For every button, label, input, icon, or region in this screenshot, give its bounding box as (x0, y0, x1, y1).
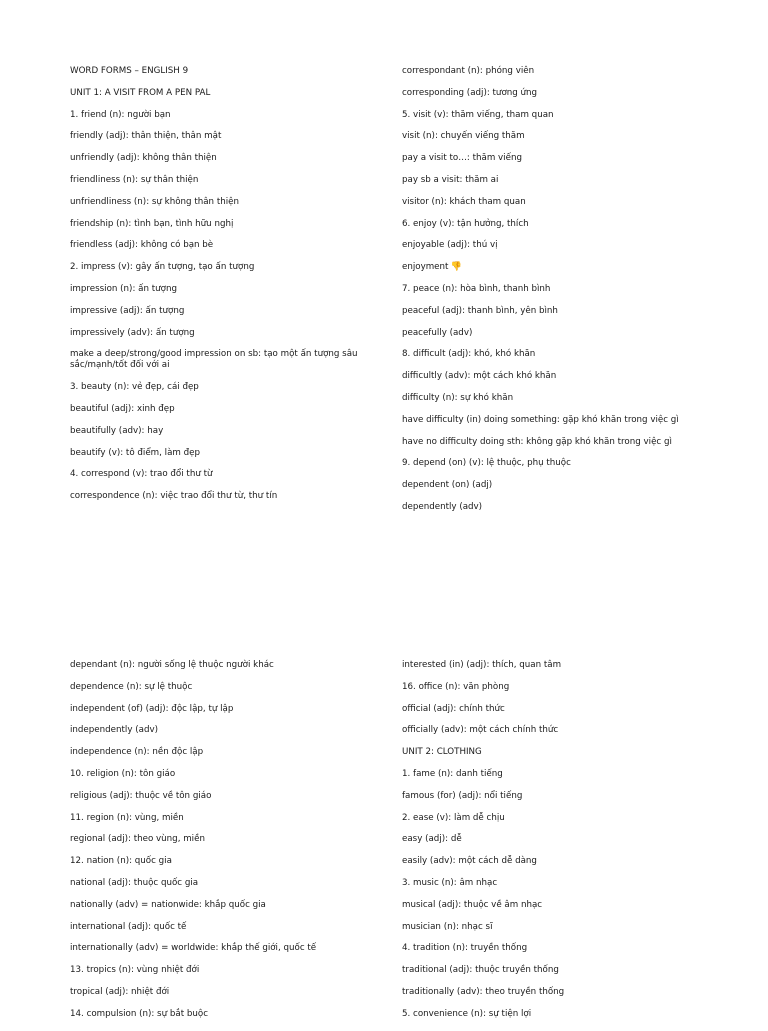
word-form-line: difficulty (n): sự khó khăn (402, 392, 514, 403)
word-form-line: 3. beauty (n): vẻ đẹp, cái đẹp (70, 382, 199, 393)
word-form-line: correspondant (n): phóng viên (402, 66, 535, 76)
word-form-line: visit (n): chuyến viếng thăm (402, 131, 525, 142)
word-form-line: official (adj): chính thức (402, 703, 505, 714)
word-form-line: peaceful (adj): thanh bình, yên bình (402, 305, 558, 316)
word-form-line: peacefully (adv) (402, 327, 473, 338)
word-form-line: musical (adj): thuộc về âm nhạc (402, 899, 543, 910)
word-form-line: religious (adj): thuộc về tôn giáo (70, 790, 212, 801)
word-form-line: 4. correspond (v): trao đổi thư từ (70, 469, 213, 480)
word-form-line: have no difficulty doing sth: không gặp khó khăn trong việc gì (402, 436, 672, 447)
word-form-line: interested (in) (adj): thích, quan tâm (402, 660, 562, 670)
word-form-line: enjoyable (adj): thú vị (402, 240, 498, 251)
word-form-line: 8. difficult (adj): khó, khó khăn (402, 349, 536, 360)
word-form-line: 1. fame (n): danh tiếng (402, 768, 503, 779)
word-form-line: 11. region (n): vùng, miền (70, 812, 184, 823)
word-form-line: independent (of) (adj): độc lập, tự lập (70, 703, 234, 714)
word-form-line: 1. friend (n): người bạn (70, 109, 171, 120)
word-form-line: independence (n): nền độc lập (70, 747, 204, 758)
word-form-line: friendly (adj): thân thiện, thân mật (70, 131, 222, 142)
word-form-line: make a deep/strong/good impression on sb: tạo một ấn tượng sâu sắc/mạnh/tốt đối với ai (70, 349, 358, 371)
word-form-line: dependant (n): người sống lệ thuộc người khác (70, 660, 274, 670)
word-form-line: dependent (on) (adj) (402, 480, 493, 491)
page-2-left-column (70, 660, 390, 1031)
word-form-line: international (adj): quốc tế (70, 921, 187, 932)
word-form-line: correspondence (n): việc trao đổi thư từ, thư tín (70, 491, 278, 502)
word-form-line: 5. visit (v): thăm viếng, tham quan (402, 109, 554, 120)
document-page-2 (0, 600, 768, 1024)
word-form-line: traditional (adj): thuộc truyền thống (402, 965, 559, 976)
word-form-line: 10. religion (n): tôn giáo (70, 768, 176, 779)
word-form-line: visitor (n): khách tham quan (402, 196, 526, 207)
word-form-line: beautiful (adj): xinh đẹp (70, 403, 175, 414)
unit-heading: UNIT 2: CLOTHING (402, 747, 482, 758)
word-form-line: national (adj): thuộc quốc gia (70, 877, 199, 888)
word-form-line: independently (adv) (70, 725, 158, 736)
page-2-right-column (402, 660, 732, 1031)
word-form-line: 6. enjoy (v): tận hưởng, thích (402, 218, 529, 229)
word-form-line: famous (for) (adj): nổi tiếng (402, 790, 523, 801)
word-form-line: musician (n): nhạc sĩ (402, 921, 493, 932)
word-form-line: 5. convenience (n): sự tiện lợi (402, 1008, 532, 1019)
word-form-line: 4. tradition (n): truyền thống (402, 943, 528, 954)
word-form-line: corresponding (adj): tương ứng (402, 87, 538, 98)
word-form-line: WORD FORMS – ENGLISH 9 (70, 66, 189, 76)
word-form-line: officially (adv): một cách chính thức (402, 725, 559, 736)
word-form-line: friendliness (n): sự thân thiện (70, 174, 199, 185)
word-form-text: enjoyment (402, 262, 449, 273)
word-form-line: 12. nation (n): quốc gia (70, 856, 172, 867)
page-1-left-column (70, 66, 390, 513)
word-form-line: tropical (adj): nhiệt đới (70, 986, 170, 997)
word-form-line-enjoyment (402, 262, 732, 273)
word-form-line: have difficulty (in) doing something: gặp khó khăn trong việc gì (402, 414, 679, 425)
word-form-line: beautify (v): tô điểm, làm đẹp (70, 447, 201, 458)
word-form-line: 3. music (n): âm nhạc (402, 877, 498, 888)
word-form-line: friendship (n): tình bạn, tình hữu nghị (70, 218, 234, 229)
word-form-line: dependence (n): sự lệ thuộc (70, 681, 193, 692)
word-form-line: regional (adj): theo vùng, miền (70, 834, 205, 845)
word-form-line: impression (n): ấn tượng (70, 283, 177, 294)
word-form-line: friendless (adj): không có bạn bè (70, 240, 214, 251)
word-form-line: 7. peace (n): hòa bình, thanh bình (402, 283, 551, 294)
word-form-line: dependently (adv) (402, 501, 483, 512)
word-form-line: internationally (adv) = worldwide: khắp thế giới, quốc tế (70, 943, 317, 954)
word-form-line: easy (adj): dễ (402, 834, 462, 845)
word-form-line: impressive (adj): ấn tượng (70, 305, 185, 316)
word-form-line: 9. depend (on) (v): lệ thuộc, phụ thuộc (402, 458, 571, 469)
word-form-line: easily (adv): một cách dễ dàng (402, 856, 537, 867)
word-form-line: 2. ease (v): làm dễ chịu (402, 812, 505, 823)
word-form-line: beautifully (adv): hay (70, 425, 164, 436)
word-form-line: pay a visit to…: thăm viếng (402, 153, 522, 164)
word-form-line: unfriendliness (n): sự không thân thiện (70, 196, 239, 207)
word-form-line: 2. impress (v): gây ấn tượng, tạo ấn tượng (70, 262, 255, 273)
word-form-line: traditionally (adv): theo truyền thống (402, 986, 565, 997)
word-form-line: nationally (adv) = nationwide: khắp quốc gia (70, 899, 266, 910)
word-form-line: UNIT 1: A VISIT FROM A PEN PAL (70, 87, 211, 98)
word-form-line: impressively (adv): ấn tượng (70, 327, 195, 338)
word-form-line: pay sb a visit: thăm ai (402, 174, 499, 185)
word-form-line: 16. office (n): văn phòng (402, 681, 510, 692)
thumbs-down-icon: 👎 (450, 262, 462, 273)
word-form-line: unfriendly (adj): không thân thiện (70, 153, 217, 164)
word-form-line: 14. compulsion (n): sự bắt buộc (70, 1008, 208, 1019)
word-form-line: difficultly (adv): một cách khó khăn (402, 371, 557, 382)
word-form-line: 13. tropics (n): vùng nhiệt đới (70, 965, 200, 976)
page-1-right-column (402, 66, 732, 524)
